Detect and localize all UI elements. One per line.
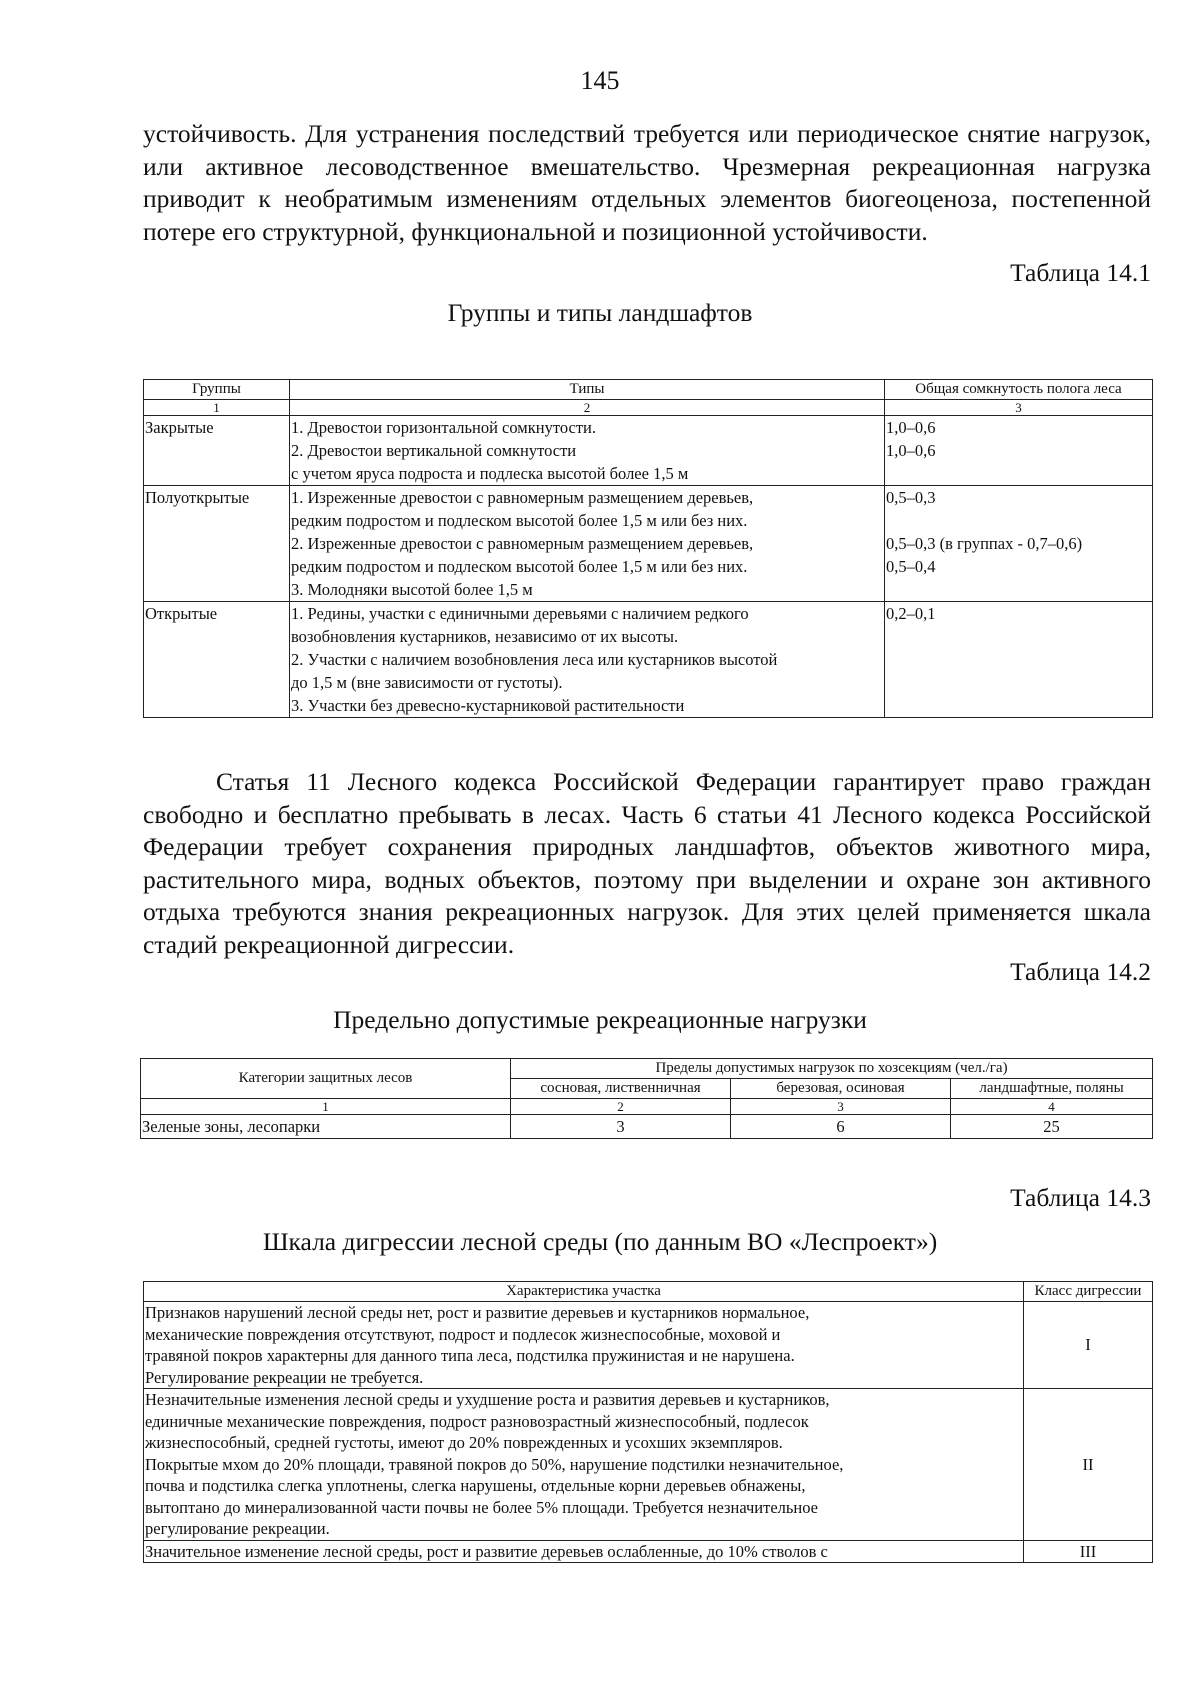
type-line: 2. Изреженные древостои с равномерным размещением деревьев, xyxy=(291,534,754,553)
table-2-subheader: березовая, осиновая xyxy=(731,1079,951,1099)
group-types xyxy=(290,602,885,718)
table-2-col-number: 3 xyxy=(731,1099,951,1115)
canopy-closure xyxy=(885,602,1153,718)
table-2-label: Таблица 14.2 xyxy=(1010,957,1151,986)
group-types xyxy=(290,416,885,486)
landscape-groups-table xyxy=(143,379,1153,718)
table-1-col-number: 1 xyxy=(144,400,290,416)
table-2-title: Предельно допустимые рекреационные нагрузки xyxy=(333,1005,867,1034)
characteristic-line: регулирование рекреации. xyxy=(145,1519,330,1538)
canopy-closure xyxy=(885,486,1153,602)
group-name: Открытые xyxy=(144,602,290,718)
type-line: до 1,5 м (вне зависимости от густоты). xyxy=(291,673,563,692)
characteristic-line: Значительное изменение лесной среды, рост и развитие деревьев ослабленные, до 10% стволов с xyxy=(145,1541,828,1561)
type-line: 3. Участки без древесно-кустарниковой растительности xyxy=(291,696,685,715)
closure-value: 0,2–0,1 xyxy=(886,604,936,623)
forest-category: Зеленые зоны, лесопарки xyxy=(141,1115,511,1139)
table-3-header-characteristic: Характеристика участка xyxy=(144,1282,1024,1302)
type-line: редким подростом и подлеском высотой более 1,5 м или без них. xyxy=(291,511,748,530)
table-row xyxy=(141,1115,1153,1139)
digression-scale-table xyxy=(143,1281,1153,1563)
table-3-header-class: Класс дигрессии xyxy=(1024,1282,1153,1302)
characteristic-line: Незначительные изменения лесной среды и ухудшение роста и развития деревьев и кустарников, xyxy=(145,1390,830,1409)
type-line: 2. Древостои вертикальной сомкнутости xyxy=(291,441,577,460)
table-2-col-number: 4 xyxy=(951,1099,1153,1115)
table-1-col-number: 2 xyxy=(290,400,885,416)
table-3-label: Таблица 14.3 xyxy=(1010,1183,1151,1212)
paragraph-1: устойчивость. Для устранения последствий требуется или периодическое снятие нагрузок, или активное лесоводственное вмешательство. Чрезмерная рекреационная нагрузка приводит к необратимым изменениям отдельных элементов биогеоценоза, постепенной потере его структурной, функциональной и позиционной устойчивости. xyxy=(143,119,1151,246)
type-line: 2. Участки с наличием возобновления леса или кустарников высотой xyxy=(291,650,778,669)
table-row xyxy=(144,486,1153,602)
characteristic-line: Признаков нарушений лесной среды нет, рост и развитие деревьев и кустарников нормальное, xyxy=(145,1303,810,1322)
type-line: возобновления кустарников, независимо от их высоты. xyxy=(291,627,679,646)
table-2-header-limits: Пределы допустимых нагрузок по хозсекциям (чел./га) xyxy=(511,1059,1153,1079)
group-types xyxy=(290,486,885,602)
table-1-label: Таблица 14.1 xyxy=(1010,258,1151,287)
table-1-header-types: Типы xyxy=(290,380,885,400)
table-2-col-number: 2 xyxy=(511,1099,731,1115)
table-2-subheader: ландшафтные, поляны xyxy=(951,1079,1153,1099)
type-line: редким подростом и подлеском высотой более 1,5 м или без них. xyxy=(291,557,748,576)
characteristic-line: почва и подстилка слегка уплотнены, слегка нарушены, отдельные корни деревьев обнажены, xyxy=(145,1476,806,1495)
digression-class: II xyxy=(1024,1389,1153,1541)
type-line: 1. Редины, участки с единичными деревьями с наличием редкого xyxy=(291,604,749,623)
site-characteristic xyxy=(144,1540,1024,1563)
load-value: 25 xyxy=(951,1115,1153,1139)
group-name: Закрытые xyxy=(144,416,290,486)
table-row xyxy=(144,602,1153,718)
characteristic-line: единичные механические повреждения, подрост разновозрастный жизнеспособный, подлесок xyxy=(145,1411,809,1431)
site-characteristic xyxy=(144,1389,1024,1541)
closure-value: 0,5–0,4 xyxy=(886,557,936,576)
recreational-load-table xyxy=(140,1058,1153,1139)
type-line: 1. Древостои горизонтальной сомкнутости. xyxy=(291,418,596,437)
characteristic-line: травяной покров характерны для данного типа леса, подстилка пружинистая и не нарушена. xyxy=(145,1346,795,1365)
characteristic-line: механические повреждения отсутствуют, подрост и подлесок жизнеспособные, моховой и xyxy=(145,1324,781,1344)
type-line: 3. Молодняки высотой более 1,5 м xyxy=(291,580,533,599)
group-name: Полуоткрытые xyxy=(144,486,290,602)
digression-class: I xyxy=(1024,1302,1153,1389)
table-1-header-groups: Группы xyxy=(144,380,290,400)
closure-value: 0,5–0,3 (в группах - 0,7–0,6) xyxy=(886,534,1083,553)
table-row xyxy=(144,416,1153,486)
closure-value: 0,5–0,3 xyxy=(886,488,936,507)
table-row xyxy=(144,1302,1153,1389)
table-1-title: Группы и типы ландшафтов xyxy=(447,298,753,327)
table-row xyxy=(144,1389,1153,1541)
table-1-header-closure: Общая сомкнутость полога леса xyxy=(885,380,1153,400)
table-2-col-number: 1 xyxy=(141,1099,511,1115)
characteristic-line: Покрытые мхом до 20% площади, травяной покров до 50%, нарушение подстилки незначительное, xyxy=(145,1454,844,1474)
table-2-subheader: сосновая, лиственничная xyxy=(511,1079,731,1099)
canopy-closure xyxy=(885,416,1153,486)
table-3-title: Шкала дигрессии лесной среды (по данным ВО «Леспроект») xyxy=(262,1227,938,1256)
type-line: с учетом яруса подроста и подлеска высотой более 1,5 м xyxy=(291,464,689,483)
characteristic-line: Регулирование рекреации не требуется. xyxy=(145,1367,424,1387)
type-line: 1. Изреженные древостои с равномерным размещением деревьев, xyxy=(291,488,754,507)
table-1-col-number: 3 xyxy=(885,400,1153,416)
characteristic-line: жизнеспособный, средней густоты, имеют до 20% поврежденных и усохших экземпляров. xyxy=(145,1433,783,1452)
paragraph-2: Статья 11 Лесного кодекса Российской Федерации гарантирует право граждан свободно и бесплатно пребывать в лесах. Часть 6 статьи 41 Лесного кодекса Российской Федерации требует сохранения природных ландшафтов, объектов животного мира, растительного мира, водных объектов, поэтому при выделении и охране зон активного отдыха требуются знания рекреационных нагрузок. Для этих целей применяется шкала стадий рекреационной дигрессии. xyxy=(143,767,1151,959)
table-row xyxy=(144,1540,1153,1563)
characteristic-line: вытоптано до минерализованной части почвы не более 5% площади. Требуется незначительное xyxy=(145,1497,819,1517)
load-value: 3 xyxy=(511,1115,731,1139)
page-number: 145 xyxy=(580,66,620,95)
closure-value: 1,0–0,6 xyxy=(886,418,936,437)
load-value: 6 xyxy=(731,1115,951,1139)
site-characteristic xyxy=(144,1302,1024,1389)
digression-class: III xyxy=(1024,1540,1153,1563)
table-2-header-category: Категории защитных лесов xyxy=(141,1059,511,1099)
closure-value: 1,0–0,6 xyxy=(886,441,936,460)
